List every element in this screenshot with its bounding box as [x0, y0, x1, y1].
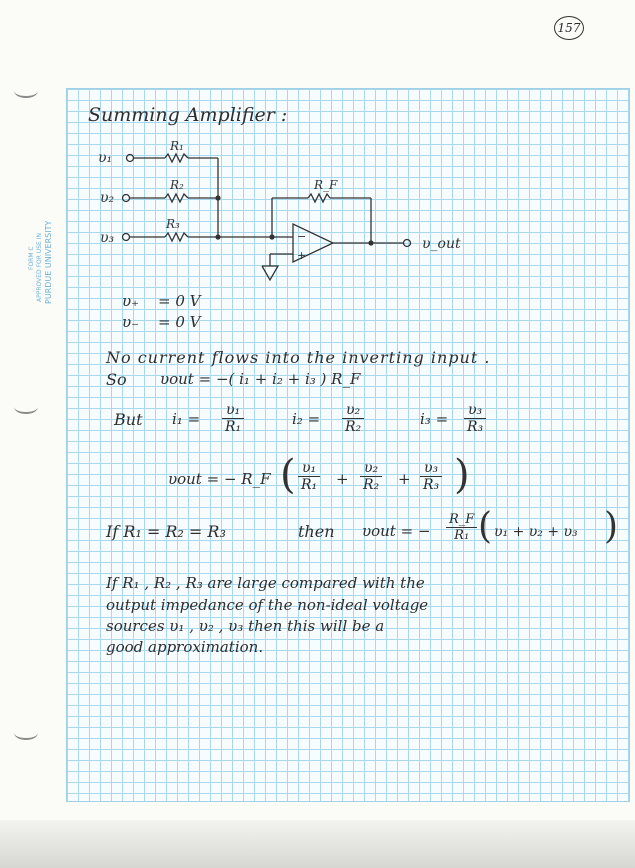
- term1-denominator: R₁: [301, 477, 318, 493]
- term1-numerator: υ₁: [298, 460, 320, 477]
- i1-numerator: υ₁: [222, 402, 244, 419]
- term3-denominator: R₃: [423, 477, 440, 493]
- left-paren: (: [280, 452, 296, 498]
- v-minus-label: υ₋: [122, 313, 140, 331]
- term2-denominator: R₂: [363, 477, 380, 493]
- i3-label: i₃ =: [420, 410, 449, 428]
- label-r3: R₃: [166, 217, 180, 231]
- conclusion-line-4: good approximation.: [106, 638, 264, 656]
- label-r2: R₂: [170, 178, 184, 192]
- special-then: then: [298, 522, 335, 541]
- conclusion-line-1: If R₁ , R₂ , R₃ are large compared with the: [106, 574, 425, 592]
- label-v1: υ₁: [98, 150, 113, 166]
- plus-sign: +: [336, 470, 349, 488]
- r1-denominator: R₁: [454, 528, 470, 543]
- resistor-rf: [308, 194, 330, 202]
- resistor-r1: [165, 154, 188, 162]
- v-plus-value: = 0 V: [158, 292, 201, 310]
- conclusion-line-2: output impedance of the non-ideal voltage: [106, 596, 429, 614]
- term3-numerator: υ₃: [420, 460, 442, 477]
- label-v2: υ₂: [100, 190, 115, 206]
- label-inverting: −: [297, 230, 307, 243]
- i1-denominator: R₁: [225, 419, 242, 435]
- sidebar-form: FORM C: [28, 246, 35, 270]
- term2-fraction: [360, 460, 382, 493]
- input-terminal-3: [123, 234, 130, 241]
- label-vout: υ_out: [422, 236, 461, 252]
- term2-numerator: υ₂: [360, 460, 382, 477]
- i3-denominator: R₃: [467, 419, 484, 435]
- i1-fraction: [222, 402, 244, 435]
- rf-over-r1-fraction: [446, 512, 477, 543]
- voltage-sum: υ₁ + υ₂ + υ₃: [494, 524, 578, 540]
- i1-label: i₁ =: [172, 410, 201, 428]
- i3-fraction: [464, 402, 486, 435]
- statement-line-1: No current flows into the inverting input .: [106, 348, 491, 367]
- v-minus-value: = 0 V: [158, 313, 201, 331]
- equal-resistor-condition: If R₁ = R₂ = R₃: [106, 522, 226, 541]
- conclusion-line-3: sources υ₁ , υ₂ , υ₃ then this will be a: [106, 617, 385, 635]
- i2-denominator: R₂: [345, 419, 362, 435]
- term3-fraction: [420, 460, 442, 493]
- input-terminal-1: [127, 155, 134, 162]
- v-plus-label: υ₊: [122, 292, 140, 310]
- i2-fraction: [342, 402, 364, 435]
- right-paren: ): [454, 452, 470, 498]
- right-paren: ): [604, 506, 619, 547]
- ground-symbol: [262, 266, 278, 280]
- i2-numerator: υ₂: [342, 402, 364, 419]
- resistor-r2: [165, 194, 188, 202]
- rf-numerator: R_F: [446, 512, 477, 528]
- current-sum-equation: υout = −( i₁ + i₂ + i₃ ) R_F: [160, 370, 361, 388]
- output-terminal: [404, 240, 411, 247]
- sidebar-university: PURDUE UNIVERSITY: [44, 220, 53, 304]
- label-noninverting: +: [297, 249, 307, 262]
- term1-fraction: [298, 460, 320, 493]
- i2-label: i₂ =: [292, 410, 321, 428]
- page-number: 157: [554, 16, 584, 40]
- i3-numerator: υ₃: [464, 402, 486, 419]
- special-lhs: υout = −: [362, 522, 431, 540]
- vout-equation-lhs: υout = − R_F: [168, 470, 271, 488]
- page-title: Summing Amplifier :: [88, 104, 288, 126]
- left-paren: (: [478, 506, 493, 547]
- label-v3: υ₃: [100, 230, 115, 246]
- label-rf: R_F: [314, 178, 338, 192]
- input-terminal-2: [123, 195, 130, 202]
- plus-sign: +: [398, 470, 411, 488]
- sidebar-approved: APPROVED FOR USE IN: [36, 233, 43, 302]
- resistor-r3: [165, 233, 188, 241]
- label-r1: R₁: [170, 139, 184, 153]
- statement-so: So: [106, 370, 127, 389]
- currents-but: But: [114, 410, 143, 429]
